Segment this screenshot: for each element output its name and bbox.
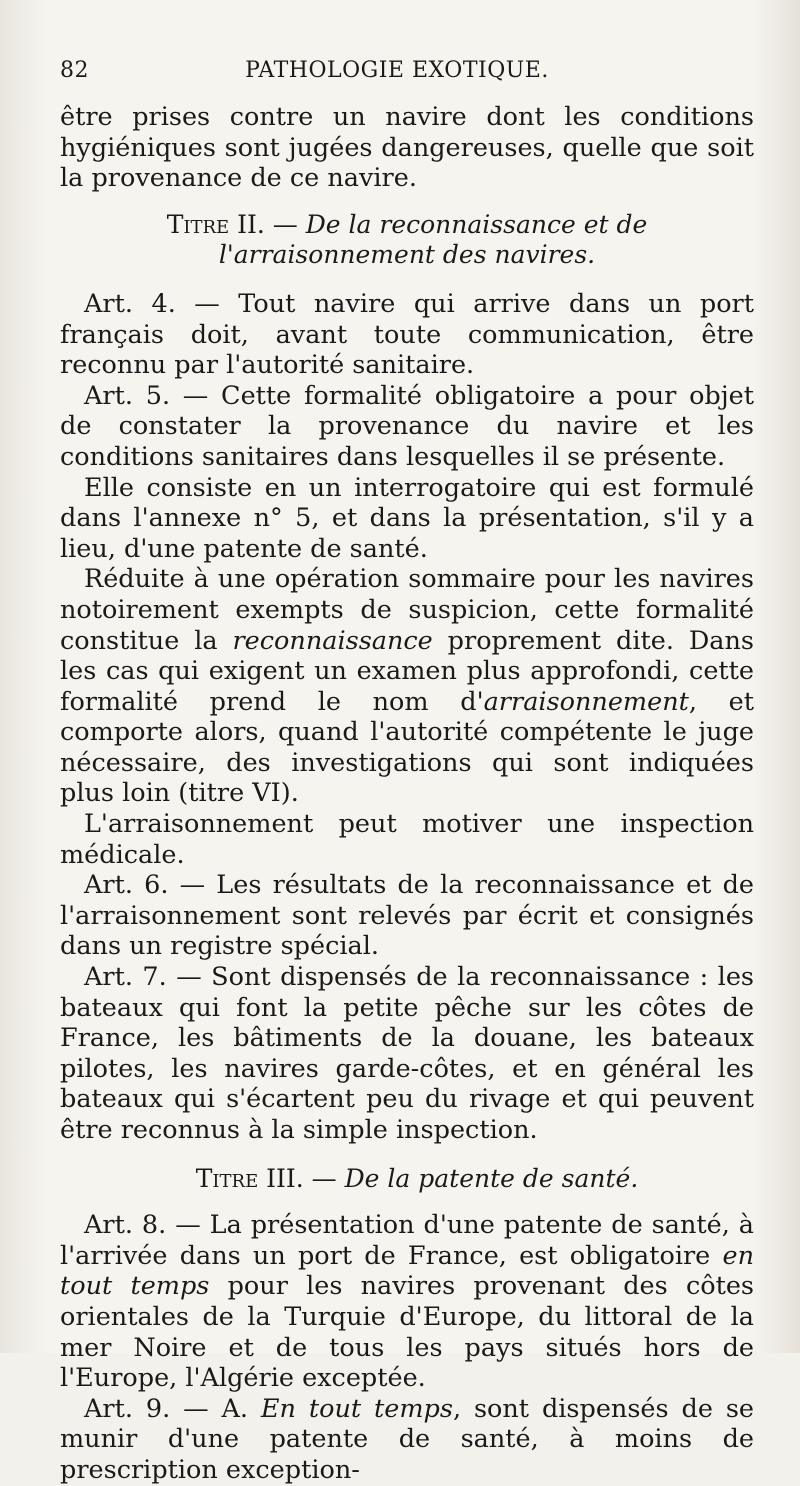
paragraph-reduite <box>60 564 754 809</box>
text-run: proprement dite. Dans les cas qui exigent un examen plus approfondi, cette formalité prend le nom d' <box>60 625 754 717</box>
article-6: Art. 6. — Les résultats de la reconnaissance et de l'arraisonnement sont relevés par écrit et consignés dans un registre spécial. <box>60 870 754 962</box>
section-dash: — <box>303 1163 345 1193</box>
page-header <box>60 58 754 102</box>
page-body <box>60 102 754 1486</box>
text-run: , et comporte alors, quand l'autorité compétente le juge nécessaire, des investigations qui sont indiquées plus loin (titre VI). <box>60 686 754 809</box>
section-heading-titre-3 <box>60 1164 754 1195</box>
emphasis-en-tout-temps: En tout temps <box>260 1393 453 1424</box>
text-run: Réduite à une opération sommaire pour les navires notoirement exempts de suspicion, cette formalité constitue la <box>60 564 754 656</box>
article-8 <box>60 1210 754 1394</box>
text-run: Art. 9. — A. <box>84 1393 261 1424</box>
paragraph-arraisonnement: L'arraisonnement peut motiver une inspection médicale. <box>60 809 754 870</box>
article-4: Art. 4. — Tout navire qui arrive dans un port français doit, avant toute communication, être reconnu par l'autorité sanitaire. <box>60 288 754 381</box>
section-title: De la reconnaissance et de l'arraisonnement des navires. <box>218 209 648 270</box>
section-heading-titre-2 <box>60 210 754 271</box>
section-label: Titre III. <box>195 1163 304 1193</box>
text-run: pour les navires provenant des côtes orientales de la Turquie d'Europe, du littoral de la mer Noire et de tous les pays situés hors de l'Europe, l'Algérie exceptée. <box>60 1271 754 1394</box>
section-label: Titre II. <box>166 209 265 239</box>
text-run: Art. 8. — La présentation d'une patente de santé, à l'arrivée dans un port de France, est obligatoire <box>60 1210 754 1271</box>
page-number: 82 <box>60 58 89 83</box>
article-7: Art. 7. — Sont dispensés de la reconnaissance : les bateaux qui font la petite pêche sur les côtes de France, les bâtiments de la douane, les bateaux pilotes, les navires garde-côtes, et en général les bateaux qui s'écartent peu du rivage et qui peuvent être reconnus à la simple inspection. <box>60 962 754 1145</box>
text-run: , sont dispensés de se munir d'une patente de santé, à moins de prescription exception- <box>60 1393 754 1485</box>
section-dash: — <box>264 209 306 239</box>
section-title: De la patente de santé. <box>344 1163 639 1193</box>
article-9 <box>60 1394 754 1486</box>
article-5: Art. 5. — Cette formalité obligatoire a pour objet de constater la provenance du navire et les conditions sanitaires dans lesquelles il se présente. <box>60 380 754 472</box>
emphasis-arraisonnement: arraisonnement <box>483 686 689 717</box>
paragraph-elle-consiste: Elle consiste en un interrogatoire qui est formulé dans l'annexe n° 5, et dans la présentation, s'il y a lieu, d'une patente de santé. <box>60 472 754 564</box>
emphasis-en-tout-temps: en tout temps <box>60 1240 754 1302</box>
emphasis-reconnaissance: reconnaissance <box>232 625 433 656</box>
paragraph-continuation: être prises contre un navire dont les conditions hygiéniques sont jugées dangereuses, quelle que soit la provenance de ce navire. <box>60 102 754 194</box>
running-title: PATHOLOGIE EXOTIQUE. <box>245 58 549 83</box>
